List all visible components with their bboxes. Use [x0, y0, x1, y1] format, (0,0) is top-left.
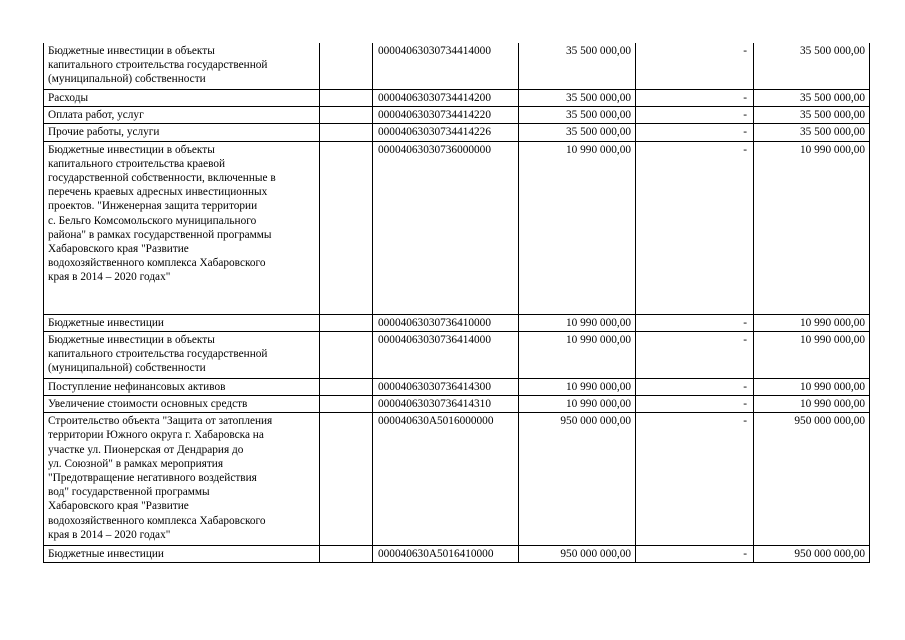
- row-budget-code-cell: 00004063030734414226: [373, 124, 519, 141]
- table-row: [44, 107, 870, 124]
- row-approved-cell: 35 500 000,00: [519, 90, 636, 107]
- row-name-cell: Строительство объекта "Защита от затопления территории Южного округа г. Хабаровска на участке ул. Пионерская от Дендрария до ул. Союзной" в рамках мероприятия "Предотвращение негативного воздействия вод" государственной программы Хабаровского края "Развитие водохозяйственного комплекса Хабаровского края в 2014 – 2020 годах": [44, 413, 320, 546]
- row-line-code-cell: [320, 396, 373, 413]
- row-budget-code-cell: 00004063030736410000: [373, 314, 519, 331]
- table-row: [44, 124, 870, 141]
- row-line-code-cell: [320, 314, 373, 331]
- row-name-cell: Оплата работ, услуг: [44, 107, 320, 124]
- row-line-code-cell: [320, 546, 373, 563]
- row-line-code-cell: [320, 378, 373, 395]
- row-line-code-cell: [320, 43, 373, 90]
- row-approved-cell: 950 000 000,00: [519, 413, 636, 546]
- row-budget-code-cell: 00004063030736414310: [373, 396, 519, 413]
- row-approved-cell: 35 500 000,00: [519, 124, 636, 141]
- row-line-code-cell: [320, 124, 373, 141]
- table-row: [44, 90, 870, 107]
- row-budget-code-cell: 00004063030736414300: [373, 378, 519, 395]
- row-line-code-cell: [320, 141, 373, 314]
- row-remaining-cell: 10 990 000,00: [754, 331, 870, 378]
- table-row: [44, 396, 870, 413]
- row-approved-cell: 10 990 000,00: [519, 314, 636, 331]
- row-line-code-cell: [320, 331, 373, 378]
- row-budget-code-cell: 00004063030734414200: [373, 90, 519, 107]
- row-budget-code-cell: 00004063030734414220: [373, 107, 519, 124]
- row-budget-code-cell: 00004063030736414000: [373, 331, 519, 378]
- row-name-cell: Увеличение стоимости основных средств: [44, 396, 320, 413]
- row-line-code-cell: [320, 90, 373, 107]
- table-row: [44, 378, 870, 395]
- row-budget-code-cell: 000040630А5016000000: [373, 413, 519, 546]
- row-remaining-cell: 10 990 000,00: [754, 378, 870, 395]
- row-budget-code-cell: 000040630А5016410000: [373, 546, 519, 563]
- row-budget-code-cell: 00004063030734414000: [373, 43, 519, 90]
- table-row: [44, 43, 870, 90]
- budget-report-page: [43, 43, 870, 563]
- table-row: [44, 413, 870, 546]
- row-executed-cell: -: [636, 378, 754, 395]
- row-remaining-cell: 10 990 000,00: [754, 141, 870, 314]
- row-approved-cell: 10 990 000,00: [519, 141, 636, 314]
- row-name-cell: Бюджетные инвестиции: [44, 314, 320, 331]
- row-remaining-cell: 10 990 000,00: [754, 314, 870, 331]
- row-executed-cell: -: [636, 314, 754, 331]
- row-executed-cell: -: [636, 124, 754, 141]
- row-budget-code-cell: 00004063030736000000: [373, 141, 519, 314]
- row-remaining-cell: 950 000 000,00: [754, 546, 870, 563]
- row-executed-cell: -: [636, 43, 754, 90]
- row-executed-cell: -: [636, 331, 754, 378]
- row-name-cell: Прочие работы, услуги: [44, 124, 320, 141]
- row-name-cell: Бюджетные инвестиции: [44, 546, 320, 563]
- row-approved-cell: 10 990 000,00: [519, 378, 636, 395]
- table-row: [44, 141, 870, 314]
- row-remaining-cell: 35 500 000,00: [754, 124, 870, 141]
- row-remaining-cell: 35 500 000,00: [754, 107, 870, 124]
- row-remaining-cell: 10 990 000,00: [754, 396, 870, 413]
- row-line-code-cell: [320, 107, 373, 124]
- row-remaining-cell: 35 500 000,00: [754, 43, 870, 90]
- row-approved-cell: 35 500 000,00: [519, 43, 636, 90]
- table-row: [44, 331, 870, 378]
- row-approved-cell: 950 000 000,00: [519, 546, 636, 563]
- row-approved-cell: 10 990 000,00: [519, 396, 636, 413]
- row-name-cell: Бюджетные инвестиции в объекты капитального строительства государственной (муниципальной) собственности: [44, 43, 320, 90]
- row-name-cell: Расходы: [44, 90, 320, 107]
- table-row: [44, 546, 870, 563]
- row-approved-cell: 35 500 000,00: [519, 107, 636, 124]
- row-executed-cell: -: [636, 90, 754, 107]
- table-row: [44, 314, 870, 331]
- row-remaining-cell: 950 000 000,00: [754, 413, 870, 546]
- row-executed-cell: -: [636, 396, 754, 413]
- row-remaining-cell: 35 500 000,00: [754, 90, 870, 107]
- row-executed-cell: -: [636, 546, 754, 563]
- row-executed-cell: -: [636, 413, 754, 546]
- row-line-code-cell: [320, 413, 373, 546]
- row-name-cell: Бюджетные инвестиции в объекты капитального строительства краевой государственной собственности, включенные в перечень краевых адресных инвестиционных проектов. "Инженерная защита территории с. Бельго Комсомольского муниципального района" в рамках государственной программы Хабаровского края "Развитие водохозяйственного комплекса Хабаровского края в 2014 – 2020 годах": [44, 141, 320, 314]
- row-name-cell: Поступление нефинансовых активов: [44, 378, 320, 395]
- row-name-cell: Бюджетные инвестиции в объекты капитального строительства государственной (муниципальной) собственности: [44, 331, 320, 378]
- budget-execution-table: [43, 43, 870, 563]
- row-executed-cell: -: [636, 107, 754, 124]
- row-executed-cell: -: [636, 141, 754, 314]
- row-approved-cell: 10 990 000,00: [519, 331, 636, 378]
